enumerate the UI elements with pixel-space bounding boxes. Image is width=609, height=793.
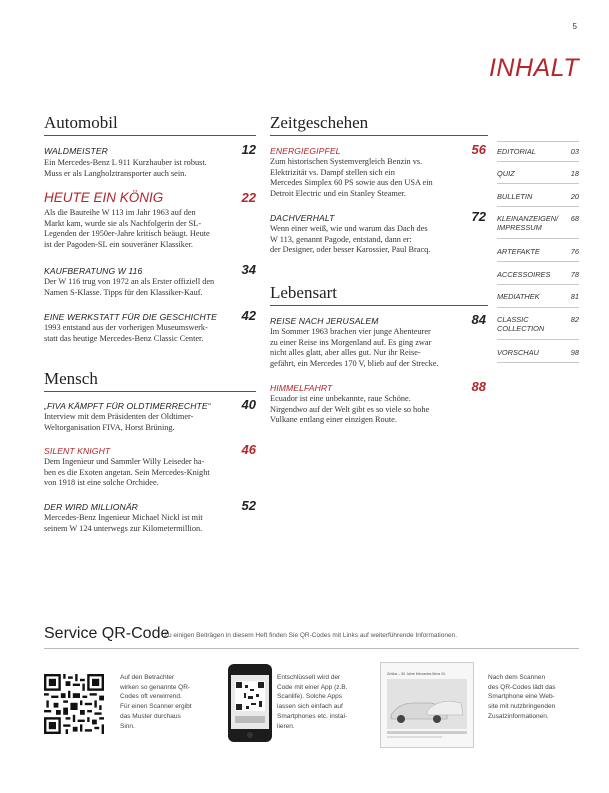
entry-text-heute-ein-koenig: Als die Baureihe W 113 im Jahr 1963 auf den Markt kam, wurde sie als Nachfolgerin der SL- Legenden der 1950er-Jahre kritisch beäugt. Heute ist der Pagoden-SL ein souveräner Klassiker. <box>44 208 210 249</box>
section-rule <box>44 135 256 136</box>
service-text-1: Auf den Betrachter wirken so genannte QR- Codes oft verwirrend. Für einen Scanner ergibt das Muster durchaus Sinn. <box>120 674 192 730</box>
entry-title-waldmeister[interactable]: WALDMEISTER <box>44 146 108 156</box>
section-rule <box>270 305 488 306</box>
entry-title-dachverhalt[interactable]: DACHVERHALT <box>270 213 335 223</box>
service-text-2: Entschlüsselt wird der Code mit einer App (z.B. Scanlife). Solche Apps lassen sich einfach auf Smartphones etc. instal- lieren. <box>277 674 348 730</box>
index-item[interactable]: EDITORIAL 03 <box>497 147 579 156</box>
entry-page-waldmeister[interactable]: 12 <box>241 142 256 157</box>
entry-title-silent-knight[interactable]: SILENT KNIGHT <box>44 446 111 456</box>
index-rule <box>497 161 579 162</box>
entry-text-silent-knight: Dem Ingenieur und Sammler Willy Leiseder ha- ben es die Exoten angetan. Sein Mercedes-Knight von 1918 ist eine solche Orchidee. <box>44 457 210 488</box>
entry-title-reise-nach-jerusalem[interactable]: REISE NACH JERUSALEM <box>270 316 379 326</box>
index-rule <box>497 339 579 340</box>
entry-title-himmelfahrt[interactable]: HIMMELFAHRT <box>270 383 333 393</box>
entry-text-fiva: Interview mit dem Präsidenten der Oldtimer- Weltorganisation FIVA, Horst Brüning. <box>44 412 194 432</box>
website-screen-image <box>380 662 474 748</box>
index-item[interactable]: CLASSIC COLLECTION 82 <box>497 315 579 334</box>
index-item[interactable]: VORSCHAU 98 <box>497 348 579 357</box>
section-heading-mensch: Mensch <box>44 369 98 388</box>
index-item[interactable]: MEDIATHEK 81 <box>497 292 579 301</box>
entry-title-heute-ein-koenig[interactable]: HEUTE EIN KÖNIG <box>44 190 164 205</box>
index-item[interactable]: QUIZ 18 <box>497 169 579 178</box>
section-heading-lebensart: Lebensart <box>270 283 338 302</box>
index-rule <box>497 183 579 184</box>
service-title: Service QR-Code <box>44 625 170 642</box>
website-screen-caption: Zeitlos – 50 Jahre Mercedes-Benz SL <box>387 672 446 676</box>
entry-text-werkstatt: 1993 entstand aus der vorherigen Museumswerk- statt das heutige Mercedes-Benz Classic Center. <box>44 323 208 343</box>
service-text-3: Nach dem Scannen des QR-Codes lädt das Smartphone eine Web- site mit nutzbringenden Zusatzinformationen. <box>488 674 556 720</box>
section-rule <box>270 135 488 136</box>
entry-page-dachverhalt[interactable]: 72 <box>471 209 486 224</box>
entry-text-waldmeister: Ein Mercedes-Benz L 911 Kurzhauber ist robust. Muss er als Langholztransporter auch sein. <box>44 158 207 178</box>
entry-title-kaufberatung[interactable]: KAUFBERATUNG W 116 <box>44 266 143 276</box>
page-number: 5 <box>572 22 577 31</box>
entry-text-kaufberatung: Der W 116 trug von 1972 an als Erster offiziell den Namen S-Klasse. Tipps für den Klassiker-Kauf. <box>44 277 215 297</box>
index-rule <box>497 362 579 363</box>
index-rule <box>497 261 579 262</box>
entry-page-energiegipfel[interactable]: 56 <box>471 142 486 157</box>
entry-title-energiegipfel[interactable]: ENERGIEGIPFEL <box>270 146 341 156</box>
entry-text-energiegipfel: Zum historischen Systemvergleich Benzin vs. Elektrizität vs. Dampf stellen sich ein Mercedes Simplex 60 PS sowie aus den USA ein Detroit Electric und ein Stanley Steamer. <box>270 157 433 198</box>
page-title: INHALT <box>488 54 579 82</box>
index-item[interactable]: BULLETIN 20 <box>497 192 579 201</box>
entry-page-kaufberatung[interactable]: 34 <box>241 262 256 277</box>
section-heading-automobil: Automobil <box>44 113 118 132</box>
smartphone-image <box>227 663 273 748</box>
qr-code-image <box>44 674 104 739</box>
index-item[interactable]: ARTEFAKTE 76 <box>497 247 579 256</box>
entry-page-fiva[interactable]: 40 <box>241 397 256 412</box>
entry-text-dachverhalt: Wenn einer weiß, wie und warum das Dach des W 113, genannt Pagode, entstand, dann er: der Designer, oder besser Karossier, Paul Bracq. <box>270 224 431 255</box>
index-rule <box>497 284 579 285</box>
service-subtitle: Zu einigen Beiträgen in diesem Heft finden Sie QR-Codes mit Links auf weiterführende Informationen. <box>164 632 458 639</box>
entry-title-werkstatt[interactable]: EINE WERKSTATT FÜR DIE GESCHICHTE <box>44 312 217 322</box>
index-rule <box>497 141 579 142</box>
entry-text-millionaer: Mercedes-Benz Ingenieur Michael Nickl ist mit seinem W 124 unterwegs zur Kilometermillion. <box>44 513 203 533</box>
entry-page-reise-nach-jerusalem[interactable]: 84 <box>471 312 486 327</box>
section-heading-zeitgeschehen: Zeitgeschehen <box>270 113 369 132</box>
index-rule <box>497 238 579 239</box>
entry-page-himmelfahrt[interactable]: 88 <box>471 379 486 394</box>
entry-text-himmelfahrt: Ecuador ist eine unbekannte, raue Schöne. Nirgendwo auf der Welt gibt es so viele so hohe Vulkane entlang einer einzigen Route. <box>270 394 430 425</box>
service-rule <box>44 648 579 649</box>
index-rule <box>497 307 579 308</box>
index-item[interactable]: ACCESSOIRES 78 <box>497 270 579 279</box>
entry-page-werkstatt[interactable]: 42 <box>241 308 256 323</box>
index-rule <box>497 206 579 207</box>
entry-title-fiva[interactable]: „FIVA KÄMPFT FÜR OLDTIMERRECHTE“ <box>44 401 211 411</box>
section-rule <box>44 391 256 392</box>
entry-page-millionaer[interactable]: 52 <box>241 498 256 513</box>
index-item[interactable]: KLEINANZEIGEN/ IMPRESSUM 68 <box>497 214 579 233</box>
entry-title-millionaer[interactable]: DER WIRD MILLIONÄR <box>44 502 138 512</box>
entry-page-heute-ein-koenig[interactable]: 22 <box>241 190 256 205</box>
entry-text-reise-nach-jerusalem: Im Sommer 1963 brachen vier junge Abenteurer zu einer Reise ins Morgenland auf. Es ging zwar nicht alles glatt, aber alles gut. Nur ihr Reise- gefährt, ein Mercedes 170 V, blieb auf der Strecke. <box>270 327 439 368</box>
entry-page-silent-knight[interactable]: 46 <box>241 442 256 457</box>
